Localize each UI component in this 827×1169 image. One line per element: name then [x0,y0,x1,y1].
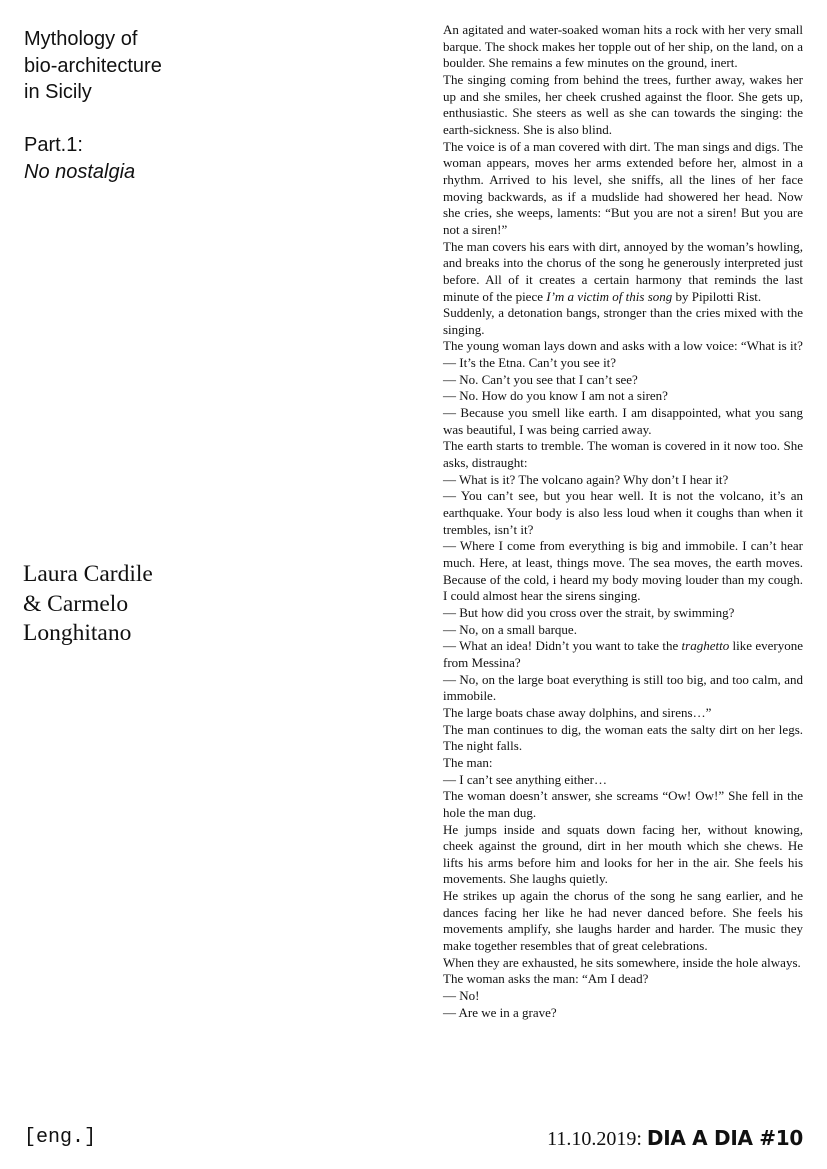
part-label: Part.1: [24,134,83,156]
part-title: No nostalgia [24,160,136,183]
language-tag: [eng.] [24,1126,97,1149]
story-paragraph: The woman asks the man: “Am I dead? [443,971,649,987]
title-line-3: in Sicily [24,81,92,103]
dialogue-line: — No, on the large boat everything is still too big, and too calm, and immobile. [443,671,803,704]
artwork-title: I’m a victim of this song [546,288,673,304]
story-paragraph: The singing coming from behind the trees, further away, wakes her up and she smiles, her cheek crushed against the floor. She gets up, enthusiastic. She steers as well as she can towards the singing: the earth-sickness. She is also blind. [443,71,803,137]
dialogue-line: — What an idea! Didn’t you want to take the traghetto like everyone from Messina? [443,638,803,670]
title-line-2: bio-architecture [24,54,162,77]
story-text [443,22,803,1021]
dialogue-line: — No. How do you know I am not a siren? [443,388,668,404]
story-paragraph: When they are exhausted, he sits somewhere, inside the hole always. [443,954,801,970]
story-paragraph: He jumps inside and squats down facing her, without knowing, cheek against the ground, dirt in her mouth which she chews. He lifts his arms before him and looks for her in the air. She feels his movements. She laughs quietly. [443,821,803,887]
dialogue-line: — I can’t see anything either… [443,771,608,787]
dialogue-line: — What is it? The volcano again? Why don’t I hear it? [443,471,729,487]
dialogue-line: — No! [443,988,480,1004]
story-paragraph: Suddenly, a detonation bangs, stronger than the cries mixed with the singing. [443,305,803,337]
document-title [24,26,284,106]
author-line-3: Longhitano [23,620,132,646]
dialogue-line: — Are we in a grave? [443,1004,557,1020]
dialogue-line: — It’s the Etna. Can’t you see it? [443,355,617,371]
footer-date: 11.10.2019: [547,1128,647,1150]
author-line-2: & Carmelo [23,590,129,617]
author-line-1: Laura Cardile [23,561,153,587]
story-paragraph: The earth starts to tremble. The woman is covered in it now too. She asks, distraught: [443,438,803,471]
dialogue-line: — Because you smell like earth. I am disappointed, what you sang was beautiful, I was being carried away. [443,405,803,437]
story-paragraph: The voice is of a man covered with dirt. The man sings and digs. The woman appears, moves her arms extended before her, almost in a rhythm. Arrived to his level, she sniffs, all the lines of her face moving backwards, as if a mudslide had showered her head. Now she cries, she weeps, laments: “But you are not a siren! But you are not a siren!” [443,138,803,237]
story-paragraph: The woman doesn’t answer, she screams “Ow! Ow!” She fell in the hole the man dug. [443,788,803,820]
dialogue-line: — You can’t see, but you hear well. It is not the volcano, it’s an earthquake. Your body is also less loud when it coughs than when it trembles, isn’t it? [443,488,803,537]
dialogue-line: — No. Can’t you see that I can’t see? [443,371,638,387]
story-paragraph: The man continues to dig, the woman eats the salty dirt on her legs. The night falls. [443,721,803,754]
footer-date-series [547,1125,803,1152]
story-paragraph: The large boats chase away dolphins, and sirens…” [443,704,712,720]
footer-series: DIA A DIA #10 [646,1126,803,1150]
story-paragraph: An agitated and water-soaked woman hits a rock with her very small barque. The shock makes her topple out of her ship, on the land, on a boulder. She remains a few minutes on the ground, inert. [443,22,803,71]
story-paragraph: The young woman lays down and asks with a low voice: “What is it? [443,338,803,354]
title-line-1: Mythology of [24,28,138,50]
story-paragraph: The man: [443,754,493,770]
italic-word: traghetto [681,638,730,654]
story-paragraph: He strikes up again the chorus of the song he sang earlier, and he dances facing her like he had never danced before. She feels his movements amplify, she laughs harder and harder. The music they make together resembles that of great celebrations. [443,888,803,954]
author-block [23,560,323,649]
story-paragraph: The man covers his ears with dirt, annoyed by the woman’s howling, and breaks into the chorus of the song he generously interpreted just before. All of it creates a certain harmony that reminds the last minute of the piece I’m a victim of this song by Pipilotti Rist. [443,238,803,304]
dialogue-line: — Where I come from everything is big and immobile. I can’t hear much. Here, at least, things move. The sea moves, the earth moves. Because of the cold, i heard my body moving louder than my cough. I could almost hear the sirens singing. [443,538,803,604]
dialogue-line: — No, on a small barque. [443,621,577,637]
part-heading [24,132,284,185]
dialogue-line: — But how did you cross over the strait, by swimming? [443,604,735,620]
